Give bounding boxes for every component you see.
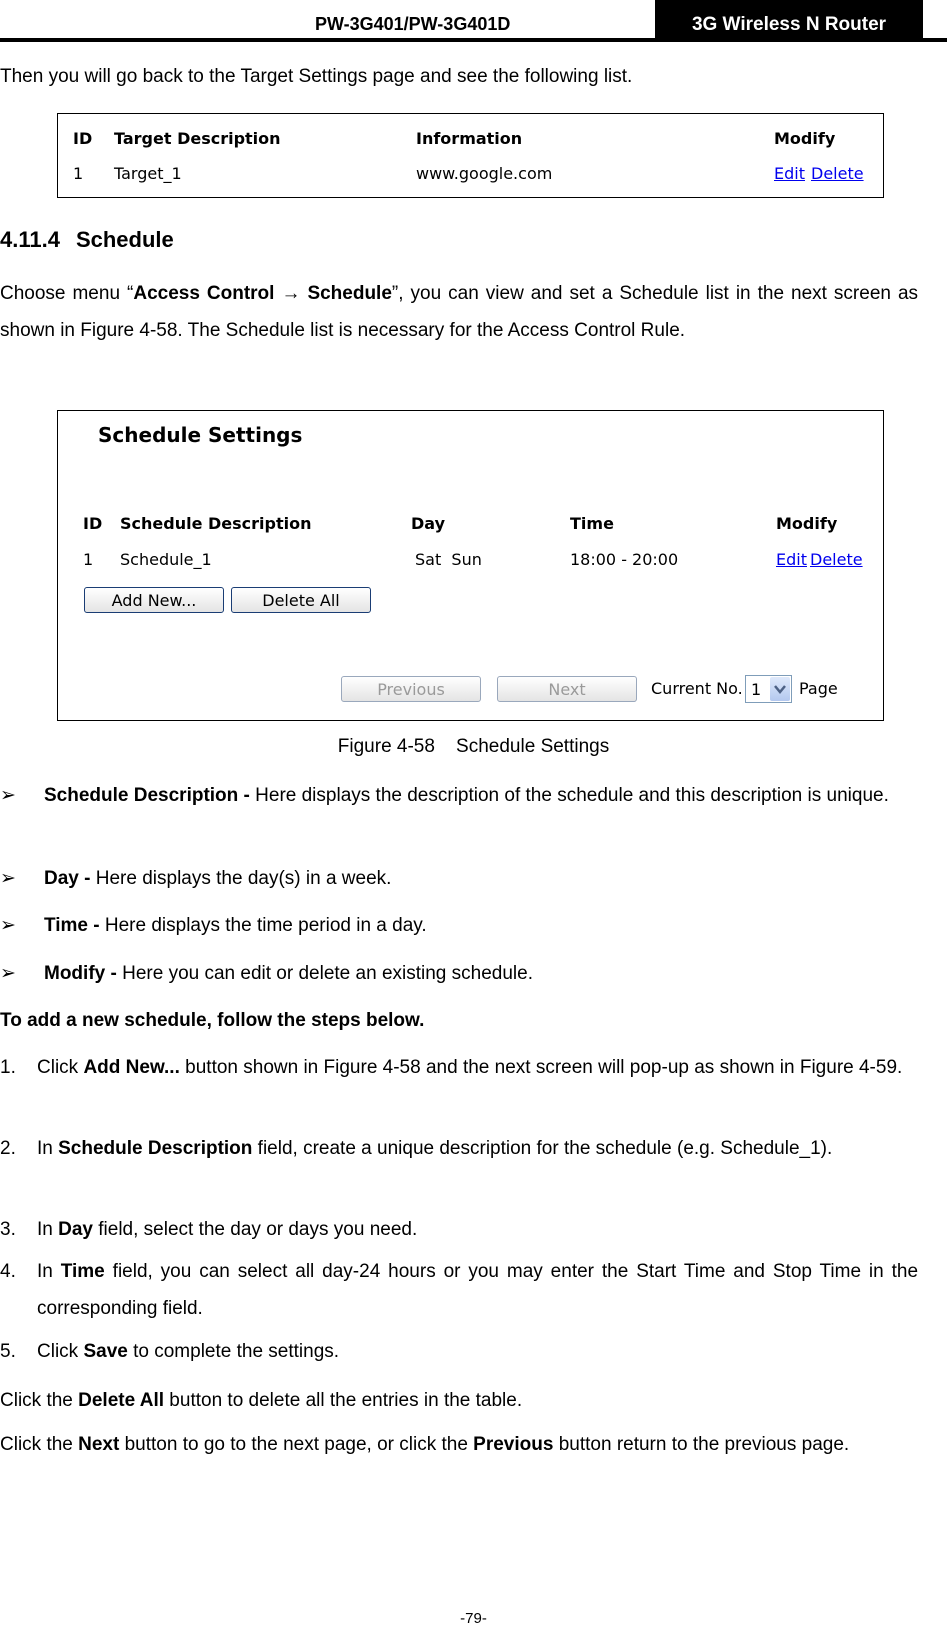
col-schedule-description: Schedule Description: [120, 514, 312, 533]
col-target-description: Target Description: [114, 129, 281, 148]
header-rule: [0, 38, 947, 42]
step-item: In Time field, you can select all day-24 hours or you may enter the Start Time and Stop Time in the corresponding field.: [37, 1261, 919, 1319]
list-item: Modify - Here you can edit or delete an existing schedule.: [44, 963, 533, 984]
arrow-bullet-icon: ➢: [0, 963, 16, 984]
page-label: Page: [799, 679, 838, 698]
intro-text: Then you will go back to the Target Settings page and see the following list.: [0, 66, 633, 87]
figure-caption: Figure 4-58 Schedule Settings: [337, 736, 610, 757]
step-item: In Day field, select the day or days you need.: [37, 1219, 418, 1240]
current-page-select[interactable]: [745, 675, 792, 703]
col-information: Information: [416, 129, 523, 148]
step-item: In Schedule Description field, create a unique description for the schedule (e.g. Schedule_1).: [37, 1138, 833, 1159]
step-number: 1.: [0, 1057, 16, 1078]
arrow-bullet-icon: ➢: [0, 868, 16, 889]
step-number: 4.: [0, 1261, 16, 1282]
target-id: 1: [73, 164, 84, 183]
page-number: -79-: [460, 1610, 487, 1627]
target-list-screenshot: [57, 113, 884, 198]
navigation-note: Click the Next button to go to the next page, or click the Previous button return to the previous page.: [0, 1434, 850, 1455]
col-modify: Modify: [774, 129, 836, 148]
target-info: www.google.com: [416, 164, 553, 183]
page-header: [0, 0, 947, 42]
step-number: 5.: [0, 1341, 16, 1362]
current-no-label: Current No.: [651, 679, 743, 698]
section-number: 4.11.4: [0, 227, 60, 252]
target-description: Target_1: [114, 164, 182, 183]
col-day: Day: [411, 514, 446, 533]
current-page-value: 1: [751, 680, 762, 699]
step-item: Click Save to complete the settings.: [37, 1341, 340, 1362]
section-title: Schedule: [75, 227, 174, 252]
list-item: Schedule Description - Here displays the description of the schedule and this description is unique.: [44, 785, 889, 806]
col-modify: Modify: [776, 514, 838, 533]
schedule-description: Schedule_1: [120, 550, 212, 569]
delete-all-button[interactable]: Delete All: [231, 587, 371, 613]
section-heading: [0, 227, 174, 253]
schedule-time: 18:00 - 20:00: [570, 550, 679, 569]
step-number: 2.: [0, 1138, 16, 1159]
product-tab: 3G Wireless N Router: [655, 0, 923, 40]
previous-button[interactable]: Previous: [341, 676, 481, 702]
list-item: Day - Here displays the day(s) in a week.: [44, 868, 392, 889]
arrow-bullet-icon: ➢: [0, 915, 16, 936]
target-delete-link[interactable]: Delete: [811, 164, 864, 183]
model-name: PW-3G401/PW-3G401D: [315, 14, 511, 34]
schedule-edit-link[interactable]: Edit: [776, 550, 807, 569]
panel-title: Schedule Settings: [98, 423, 303, 447]
add-new-button[interactable]: Add New...: [84, 587, 224, 613]
steps-heading: To add a new schedule, follow the steps below.: [0, 1010, 425, 1031]
step-number: 3.: [0, 1219, 16, 1240]
target-edit-link[interactable]: Edit: [774, 164, 805, 183]
schedule-id: 1: [83, 550, 94, 569]
paragraph-schedule-intro: Choose menu “Access Control → Schedule”, you can view and set a Schedule list in the next screen as shown in Figure 4-58. The Schedule list is necessary for the Access Control Rule.: [0, 283, 919, 341]
schedule-settings-screenshot: [57, 410, 884, 721]
arrow-icon: →: [281, 283, 301, 304]
chevron-down-icon[interactable]: [770, 677, 790, 701]
col-time: Time: [570, 514, 614, 533]
col-id: ID: [83, 514, 103, 533]
step-item: Click Add New... button shown in Figure 4-58 and the next screen will pop-up as shown in Figure 4-59.: [37, 1057, 903, 1078]
list-item: Time - Here displays the time period in a day.: [44, 915, 427, 936]
schedule-day: Sat Sun: [415, 550, 482, 569]
delete-all-note: Click the Delete All button to delete all the entries in the table.: [0, 1390, 523, 1411]
schedule-delete-link[interactable]: Delete: [810, 550, 863, 569]
col-id: ID: [73, 129, 93, 148]
arrow-bullet-icon: ➢: [0, 785, 16, 806]
next-button[interactable]: Next: [497, 676, 637, 702]
